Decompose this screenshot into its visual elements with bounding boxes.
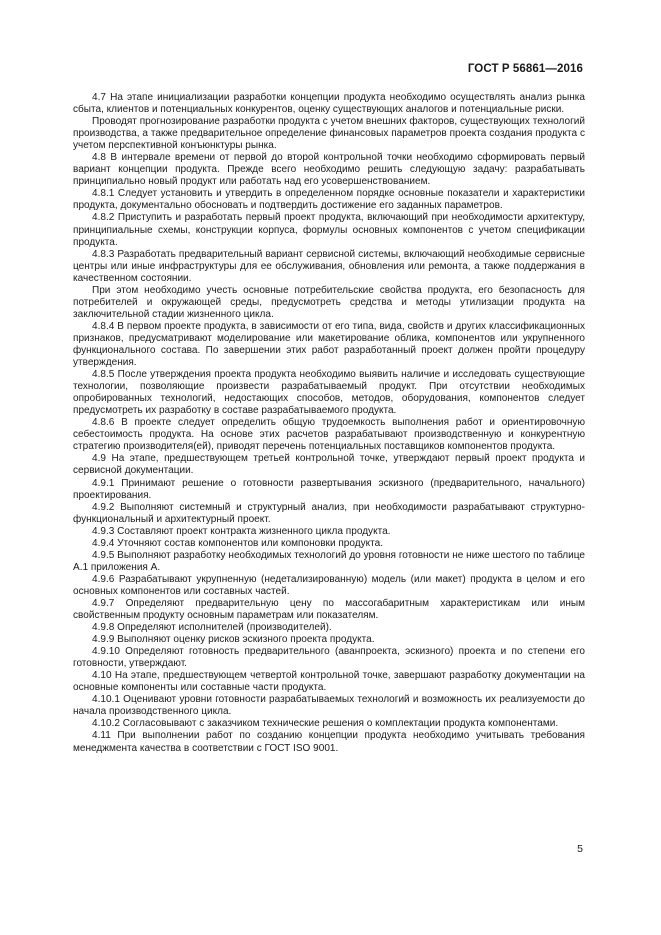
paragraph: 4.9.1 Принимают решение о готовности развертывания эскизного (предварительного, начального) проектирования. [73, 477, 585, 501]
document-id-header: ГОСТ Р 56861—2016 [467, 63, 583, 75]
page-number: 5 [577, 843, 583, 855]
paragraph: Проводят прогнозирование разработки продукта с учетом внешних факторов, существующих технологий производства, а также предварительное определение финансовых параметров проекта создания продукта с учетом перспективной конъюнктуры рынка. [73, 116, 585, 152]
paragraph: 4.9.2 Выполняют системный и структурный анализ, при необходимости разрабатывают структурно-функциональный и архитектурный проект. [73, 501, 585, 525]
paragraph: При этом необходимо учесть основные потребительские свойства продукта, его безопасность для потребителей и окружающей среды, предусмотреть средства и методы утилизации продукта на заключительной стадии жизненного цикла. [73, 284, 585, 320]
paragraph: 4.10.2 Согласовывают с заказчиком технические решения о комплектации продукта компонентами. [92, 718, 559, 730]
paragraph: 4.9 На этапе, предшествующем третьей контрольной точке, утверждают первый проект продукта и сервисной документации. [73, 453, 585, 477]
paragraph: 4.8.4 В первом проекте продукта, в зависимости от его типа, вида, свойств и других классификационных признаков, предусматривают моделирование или макетирование облика, компонентов или укрупненного функционального состава. По завершении этих работ разработанный проект должен пройти процедуру утверждения. [73, 320, 585, 369]
paragraph: 4.10 На этапе, предшествующем четвертой контрольной точке, завершают разработку документации на основные компоненты или составные части продукта. [73, 670, 585, 694]
paragraph: 4.8.1 Следует установить и утвердить в определенном порядке основные показатели и характеристики продукта, документально обосновать и подтвердить достижение его заданных параметров. [73, 188, 585, 212]
document-body [73, 92, 585, 755]
paragraph: 4.9.7 Определяют предварительную цену по массогабаритным характеристикам или иным свойственным продукту основным параметрам или показателям. [73, 597, 585, 622]
paragraph: 4.8.2 Приступить и разработать первый проект продукта, включающий при необходимости архитектуру, принципиальные схемы, конструкции корпуса, формулы основных компонентов с учетом спецификации продукта. [73, 212, 585, 248]
paragraph: 4.8.5 После утверждения проекта продукта необходимо выявить наличие и исследовать существующие технологии, позволяющие произвести разрабатываемый продукт. При отсутствии необходимых опробированных технологий, недостающих способов, методов, оборудования, компонентов следует предусмотреть их разработку в составе разрабатываемого продукта. [73, 369, 585, 417]
paragraph: 4.9.6 Разрабатывают укрупненную (недетализированную) модель (или макет) продукта в целом и его основных компонентов или составных частей. [73, 573, 585, 597]
paragraph: 4.11 При выполнении работ по созданию концепции продукта необходимо учитывать требования менеджмента качества в соответствии с ГОСТ ISO 9001. [73, 730, 585, 754]
paragraph: 4.10.1 Оценивают уровни готовности разрабатываемых технологий и возможность их реализуемости до начала производственного цикла. [73, 694, 585, 718]
paragraph: 4.9.8 Определяют исполнителей (производителей). [92, 622, 332, 634]
paragraph: 4.9.3 Составляют проект контракта жизненного цикла продукта. [92, 525, 391, 537]
paragraph: 4.7 На этапе инициализации разработки концепции продукта необходимо осуществлять анализ рынка сбыта, клиентов и потенциальных конкурентов, оценку существующих аналогов и потенциальные риски. [73, 92, 585, 116]
paragraph: 4.9.4 Уточняют состав компонентов или компоновки продукта. [92, 537, 384, 549]
paragraph: 4.8 В интервале времени от первой до второй контрольной точки необходимо сформировать первый вариант концепции продукта. Прежде всего необходимо решить следующую задачу: разрабатывать принципиально новый продукт или работать над его усовершенствованием. [73, 152, 585, 188]
paragraph: 4.9.10 Определяют готовность предварительного (аванпроекта, эскизного) проекта и по степени его готовности, утверждают. [73, 646, 585, 670]
paragraph: 4.9.5 Выполняют разработку необходимых технологий до уровня готовности не ниже шестого по таблице А.1 приложения А. [73, 549, 585, 573]
paragraph: 4.8.3 Разработать предварительный вариант сервисной системы, включающий необходимые сервисные центры или иные инфраструктуры для ее обслуживания, обновления или ремонта, а также поддержания в качественном состоянии. [73, 248, 585, 284]
paragraph: 4.9.9 Выполняют оценку рисков эскизного проекта продукта. [92, 634, 375, 646]
paragraph: 4.8.6 В проекте следует определить общую трудоемкость выполнения работ и ориентировочную себестоимость продукта. На основе этих расчетов разрабатывают производственную и конкурентную стратегию производителя(ей), приводят перечень потенциальных поставщиков компонентов продукта. [73, 417, 585, 453]
